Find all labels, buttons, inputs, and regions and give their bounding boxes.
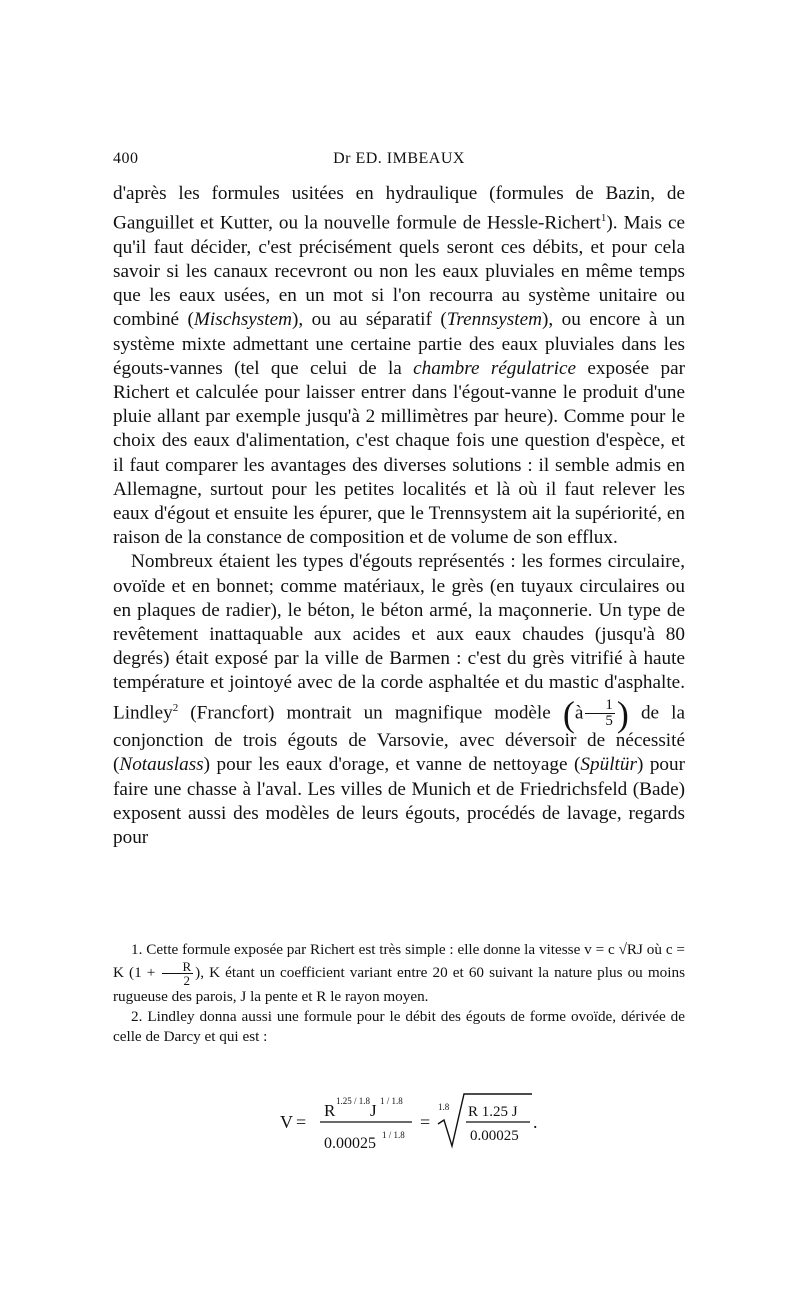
- scale-prefix: à: [574, 702, 584, 724]
- formula-root-den: 0.00025: [470, 1128, 519, 1144]
- term-mischsystem: Mischsystem: [193, 309, 292, 331]
- footnote-ref-2: 2: [172, 701, 179, 714]
- formula-trail: .: [533, 1112, 538, 1132]
- running-title: Dr ED. IMBEAUX: [333, 150, 465, 167]
- footnote-2: 2. Lindley donna aussi une formule pour le débit des égouts de forme ovoïde, dérivée de celle de Darcy et qui est :: [113, 1008, 685, 1045]
- formula-num-r: R: [324, 1101, 336, 1120]
- footnote-1-fraction: $\frac{R}{2}$: [162, 960, 193, 987]
- formula-eq-2: =: [420, 1112, 431, 1132]
- formula-den-base: 0.00025: [324, 1135, 376, 1152]
- body-text: [113, 182, 685, 850]
- lindley-formula: [280, 1080, 540, 1160]
- formula-num-r-exp: 1.25 / 1.8: [336, 1096, 371, 1106]
- formula-root-num: R 1.25 J: [468, 1104, 518, 1120]
- paragraph-1: d'après les formules usitées en hydraulique (formules de Bazin, de Ganguillet et Kutter, ou la nouvelle formule de Hessle-Richert$^1$). Mais ce qu'il faut décider, c'est précisément quels seront ces débits, et pour cela savoir si les canaux recevront ou non les eaux pluviales en même temps que les eaux usées, en un mot si l'on recourra au système unitaire ou combiné (Mischsystem), ou au séparatif (Trennsystem), ou encore à un système mixte admettant une certaine partie des eaux pluviales dans les égouts-vannes (tel que celui de la chambre régulatrice exposée par Richert et calculée pour laisser entrer dans l'égout-vanne le produit d'une pluie allant par exemple jusqu'à 2 millimètres par heure). Comme pour le choix des eaux d'alimentation, c'est chaque fois une question d'espèce, et il faut comparer les avantages des diverses solutions : il semble admis en Allemagne, surtout pour les petites localités et là où il faut relever les eaux d'égout et ensuite les épurer, que le Trennsystem ait la supériorité, en raison de la constance de composition et de volume de son efflux.: [113, 183, 685, 549]
- page-number: 400: [113, 150, 139, 167]
- paragraph-2: Nombreux étaient les types d'égouts représentés : les formes circulaire, ovoïde et en bonnet; comme matériaux, le grès (en tuyaux circulaires ou en plaques de radier), le béton, le béton armé, la maçonnerie. Un type de revêtement inattaquable aux acides et aux eaux chaudes (jusqu'à 80 degrés) était exposé par la ville de Barmen : c'est du grès vitrifié à haute température et jointoyé avec de la corde asphaltée et du mastic d'asphalte. Lindley$^2$ (Francfort) montrait un magnifique modèle (à $\frac{1}{5}$ ) de la conjonction de trois égouts de Varsovie, avec déversoir de nécessité (Notauslass) pour les eaux d'orage, et vanne de nettoyage (Spültür) pour faire une chasse à l'aval. Les villes de Munich et de Friedrichsfeld (Bade) exposent aussi des modèles de leurs égouts, procédés de lavage, regards pour: [113, 551, 685, 848]
- formula-num-j: J: [370, 1101, 377, 1120]
- scale-fraction: $\frac{1}{5}$: [585, 698, 615, 729]
- term-trennsystem: Trennsystem: [446, 309, 542, 331]
- formula-num-j-exp: 1 / 1.8: [380, 1096, 403, 1106]
- formula-lhs: V: [280, 1112, 293, 1132]
- formula-den-exp: 1 / 1.8: [382, 1130, 405, 1140]
- term-notauslass: Notauslass: [119, 754, 204, 776]
- formula-svg: [280, 1080, 540, 1160]
- term-spultur: Spültür: [580, 754, 637, 776]
- formula-root-index: 1.8: [438, 1102, 450, 1112]
- formula-eq-1: =: [296, 1112, 307, 1132]
- footnote-ref-1: 1: [600, 212, 607, 225]
- footnote-1: 1. Cette formule exposée par Richert est très simple : elle donne la vitesse v = c √RJ où c = K (1 + $\frac{R}{2}$ ), K étant un coefficient variant entre 20 et 60 suivant la nature plus ou moins rugueuse des parois, J la pente et R le rayon moyen.: [113, 941, 685, 1005]
- term-chambre-regulatrice: chambre régulatrice: [413, 357, 577, 379]
- footnotes: [113, 940, 685, 1047]
